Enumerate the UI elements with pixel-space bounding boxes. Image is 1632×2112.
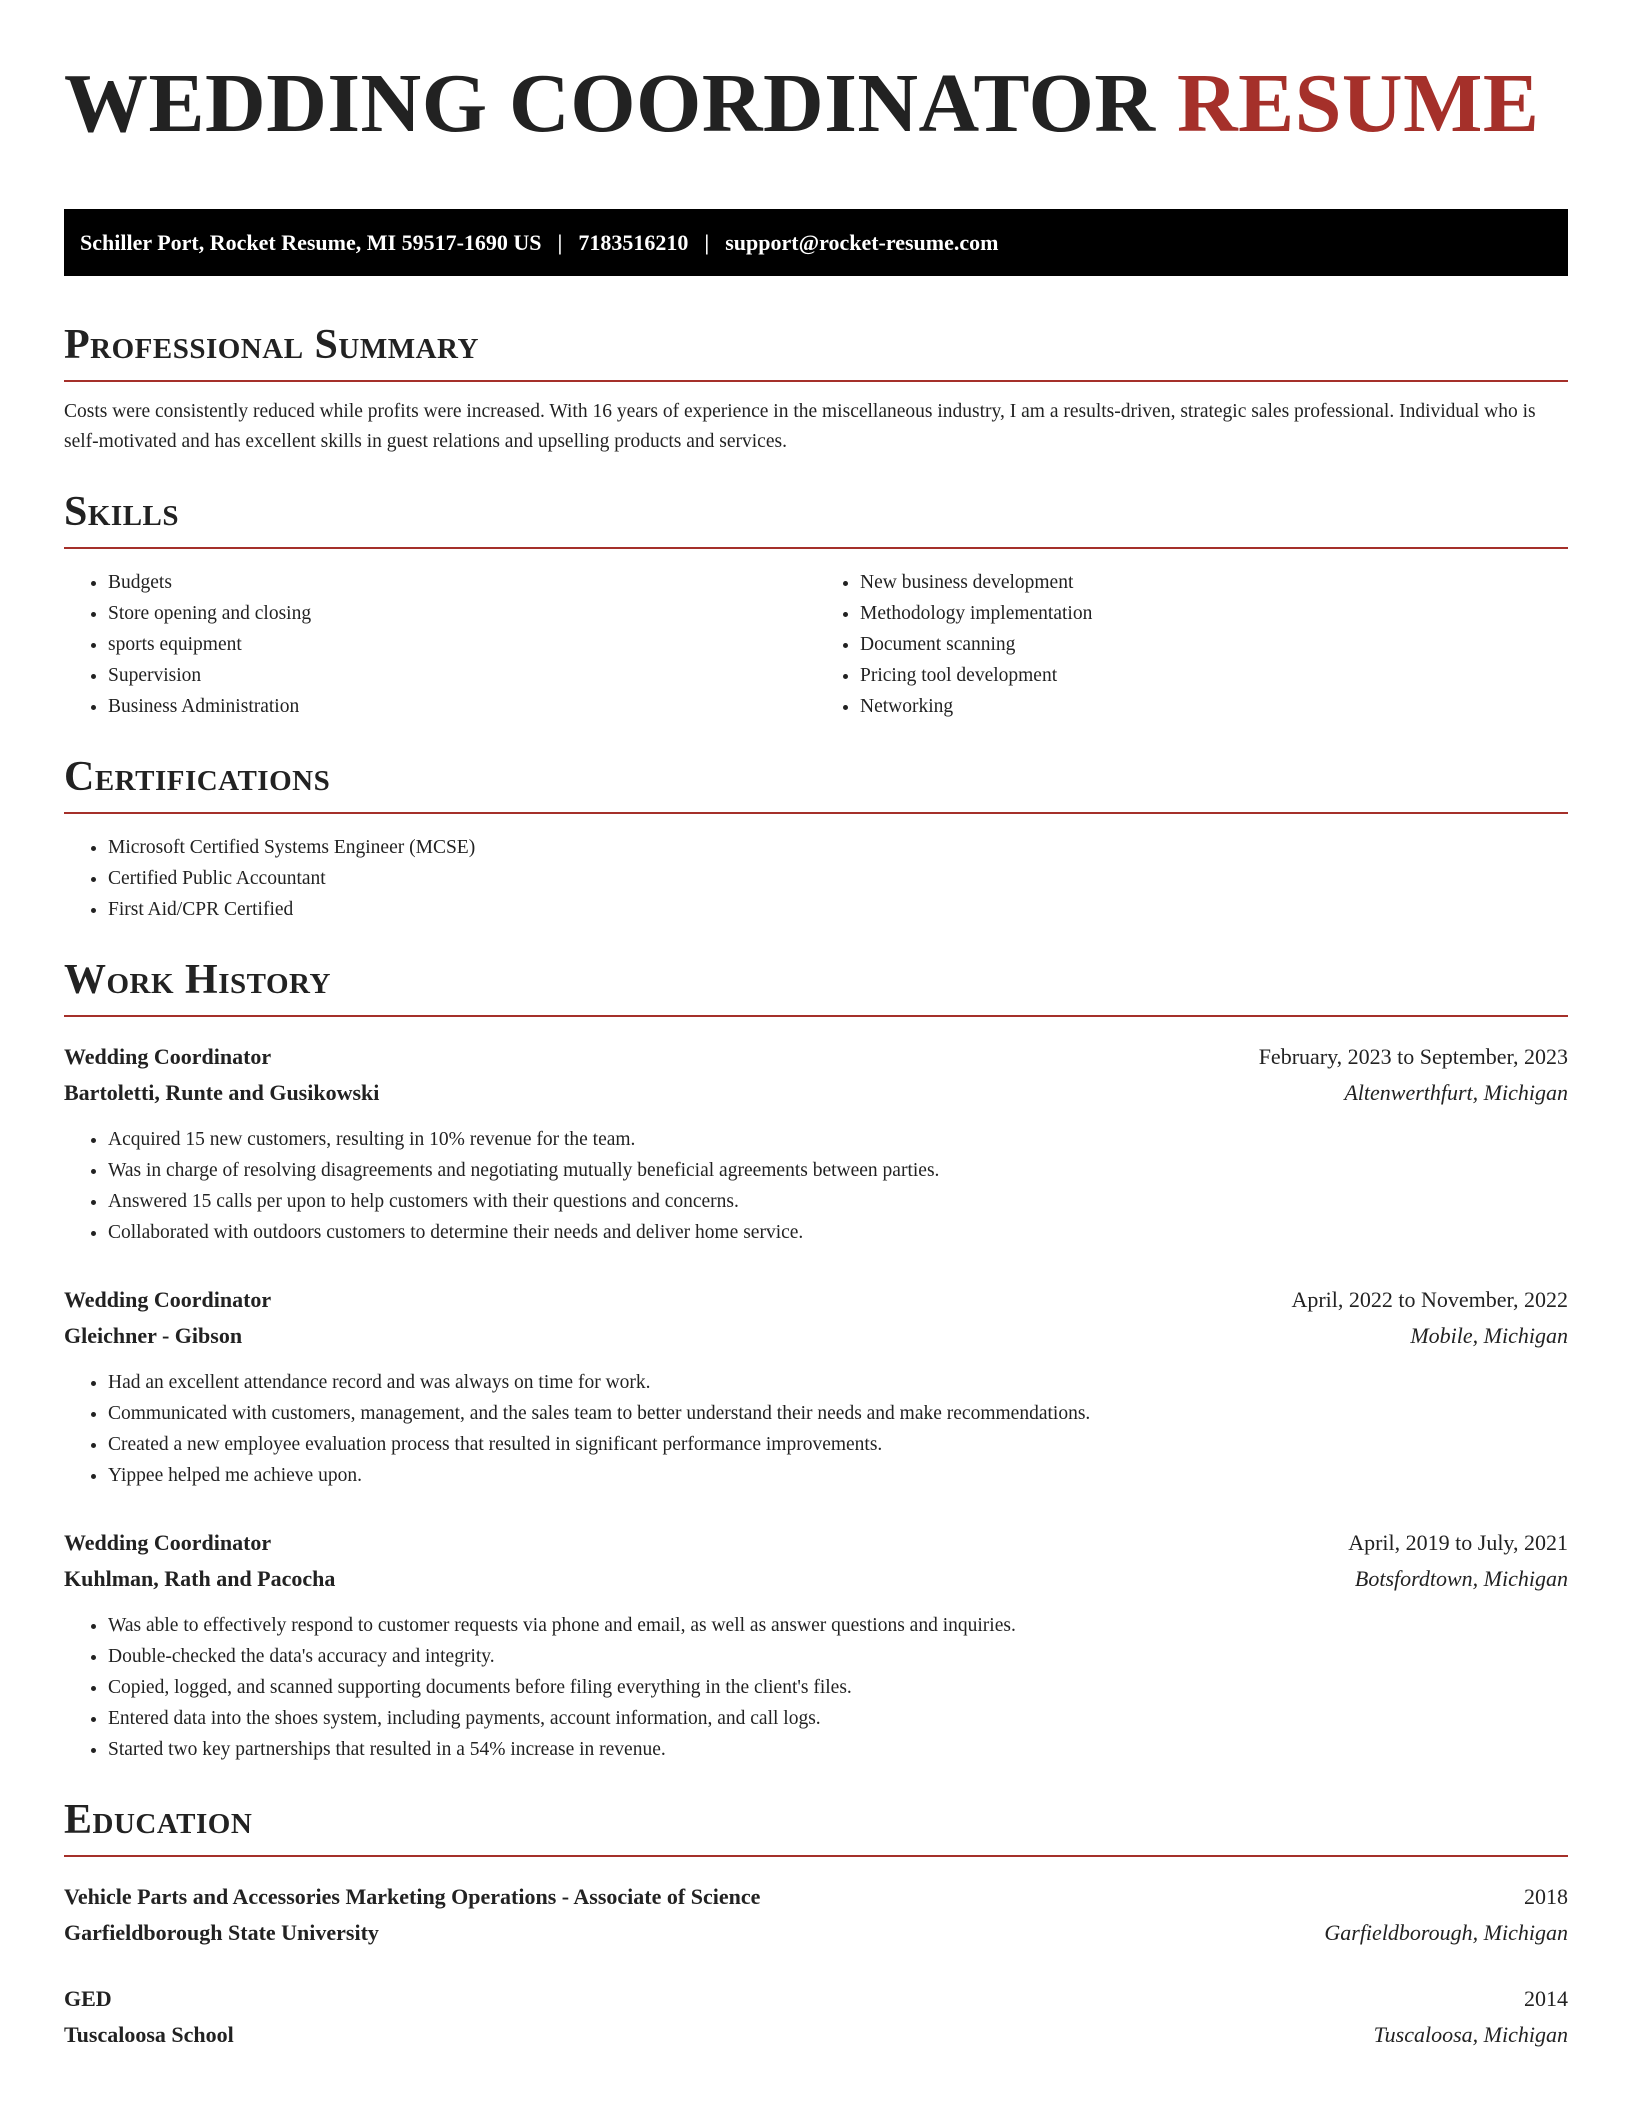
contact-bar [64,209,1568,276]
job-location: Altenwerthfurt, Michigan [1344,1080,1568,1105]
contact-separator: | [704,229,710,255]
job-bullets [64,1124,1568,1248]
education-degree-row [64,1879,1568,1915]
job-header-row [64,1039,1568,1075]
job-title: Wedding Coordinator [64,1530,272,1555]
contact-address: Schiller Port, Rocket Resume, MI 59517-1690 US [80,229,542,255]
skill-item: • Methodology implementation [860,598,1568,629]
job-bullet: • Created a new employee evaluation process that resulted in significant performance improvements. [108,1429,1568,1460]
skills-heading: Skills [64,487,1568,549]
skill-item: • Document scanning [860,629,1568,660]
job-bullet: • Had an excellent attendance record and was always on time for work. [108,1367,1568,1398]
job-bullet: • Copied, logged, and scanned supporting documents before filing everything in the client's files. [108,1672,1568,1703]
contact-phone: 7183516210 [578,229,689,255]
resume-title [64,58,1568,150]
job-dates: April, 2019 to July, 2021 [1348,1530,1568,1555]
job-title: Wedding Coordinator [64,1287,272,1312]
certification-item: • Certified Public Accountant [108,863,1568,894]
job-bullet: • Double-checked the data's accuracy and integrity. [108,1641,1568,1672]
job-header-row [64,1525,1568,1561]
job-entry [64,1039,1568,1248]
contact-email: support@rocket-resume.com [725,229,999,255]
education-year: 2014 [1524,1986,1568,2011]
education-entry [64,1981,1568,2053]
job-bullet: • Collaborated with outdoors customers to determine their needs and deliver home service. [108,1217,1568,1248]
title-main: WEDDING COORDINATOR [64,57,1156,150]
job-bullet: • Was able to effectively respond to customer requests via phone and email, as well as answer questions and inquiries. [108,1610,1568,1641]
education-degree: Vehicle Parts and Accessories Marketing Operations - Associate of Science [64,1884,761,1909]
skills-list-right [816,567,1568,722]
skill-item: • Store opening and closing [108,598,816,629]
work-history-heading: Work History [64,955,1568,1017]
skill-item: • sports equipment [108,629,816,660]
job-bullet: • Entered data into the shoes system, including payments, account information, and call logs. [108,1703,1568,1734]
job-bullet: • Acquired 15 new customers, resulting in 10% revenue for the team. [108,1124,1568,1155]
job-company-row [64,1075,1568,1111]
skills-columns [64,549,1568,722]
job-dates: April, 2022 to November, 2022 [1291,1287,1568,1312]
skill-item: • New business development [860,567,1568,598]
certification-item: • First Aid/CPR Certified [108,894,1568,925]
job-company: Kuhlman, Rath and Pacocha [64,1566,336,1591]
education-school-row [64,2017,1568,2053]
education-degree: GED [64,1986,112,2011]
job-bullet: • Was in charge of resolving disagreements and negotiating mutually beneficial agreements between parties. [108,1155,1568,1186]
job-company-row [64,1318,1568,1354]
job-bullets [64,1367,1568,1491]
job-company-row [64,1561,1568,1597]
skill-item: • Supervision [108,660,816,691]
skill-item: • Networking [860,691,1568,722]
education-location: Tuscaloosa, Michigan [1373,2022,1568,2047]
education-degree-row [64,1981,1568,2017]
certifications-heading: Certifications [64,752,1568,814]
summary-heading: Professional Summary [64,320,1568,382]
skill-item: • Budgets [108,567,816,598]
title-accent: RESUME [1177,57,1540,150]
summary-text: Costs were consistently reduced while profits were increased. With 16 years of experience in the miscellaneous industry, I am a results-driven, strategic sales professional. Individual who is self-motivated and has excellent skills in guest relations and upselling products and services. [64,401,1536,452]
skill-item: • Pricing tool development [860,660,1568,691]
job-location: Botsfordtown, Michigan [1354,1566,1568,1591]
education-school: Garfieldborough State University [64,1920,379,1945]
job-company: Gleichner - Gibson [64,1323,243,1348]
certification-item: • Microsoft Certified Systems Engineer (MCSE) [108,832,1568,863]
job-bullet: • Yippee helped me achieve upon. [108,1460,1568,1491]
certifications-list [64,832,1568,925]
job-bullet: • Answered 15 calls per upon to help customers with their questions and concerns. [108,1186,1568,1217]
education-entry [64,1879,1568,1951]
skill-item: • Business Administration [108,691,816,722]
job-entry [64,1525,1568,1765]
education-school: Tuscaloosa School [64,2022,234,2047]
job-title: Wedding Coordinator [64,1044,272,1069]
job-dates: February, 2023 to September, 2023 [1258,1044,1568,1069]
job-bullet: • Started two key partnerships that resulted in a 54% increase in revenue. [108,1734,1568,1765]
education-location: Garfieldborough, Michigan [1324,1920,1568,1945]
job-header-row [64,1282,1568,1318]
education-year: 2018 [1524,1884,1568,1909]
education-heading: Education [64,1795,1568,1857]
job-location: Mobile, Michigan [1410,1323,1568,1348]
education-school-row [64,1915,1568,1951]
skills-list-left [64,567,816,722]
job-entry [64,1282,1568,1491]
contact-separator: | [557,229,563,255]
job-company: Bartoletti, Runte and Gusikowski [64,1080,380,1105]
job-bullet: • Communicated with customers, management, and the sales team to better understand their needs and make recommendations. [108,1398,1568,1429]
job-bullets [64,1610,1568,1765]
